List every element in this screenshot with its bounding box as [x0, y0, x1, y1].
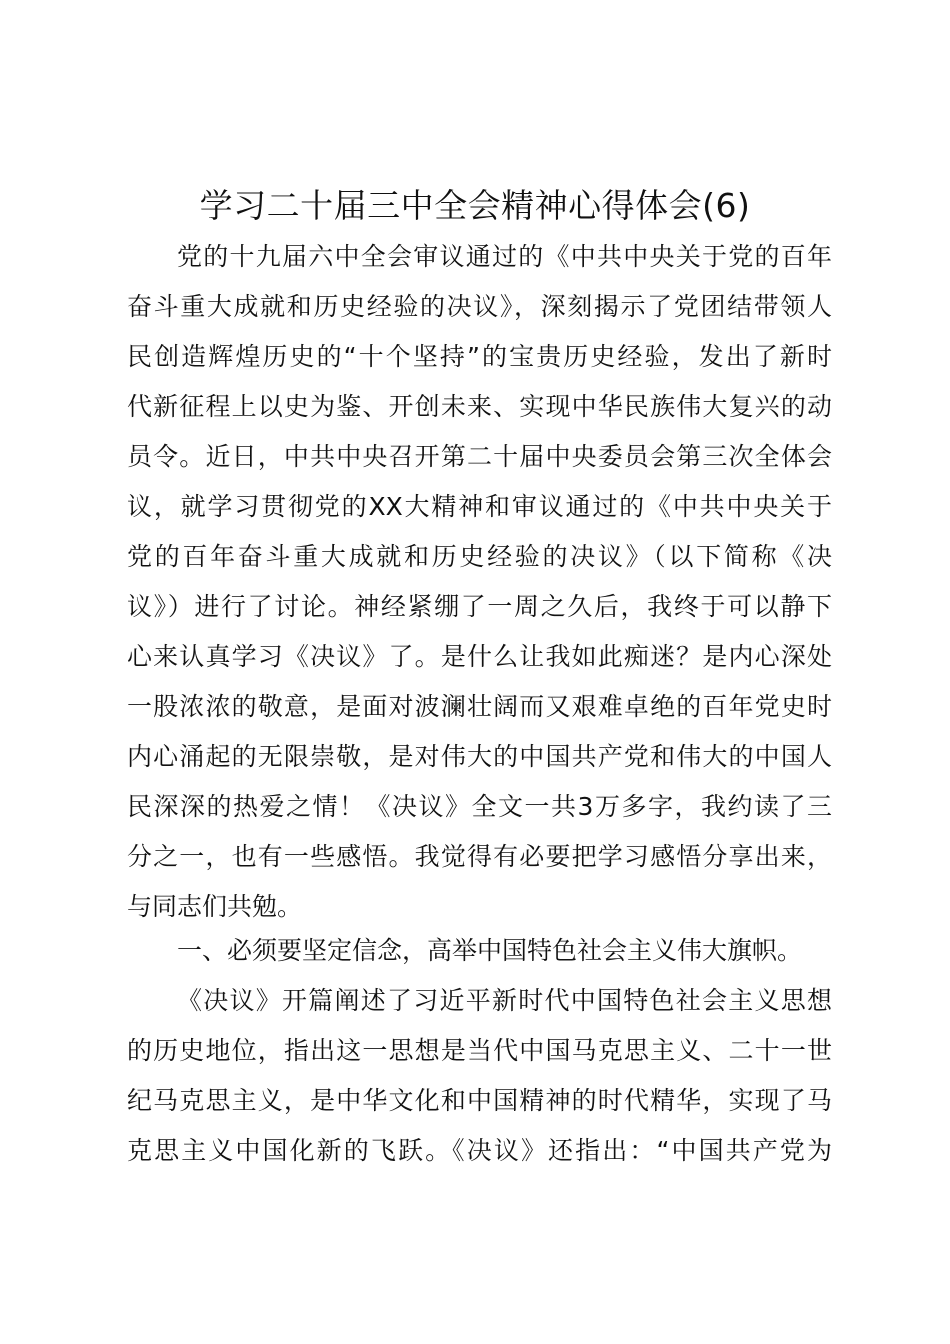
- paragraph-line: 员令。近日，中共中央召开第二十届中央委员会第三次全体会: [127, 442, 832, 471]
- paragraph-line: 代新征程上以史为鉴、开创未来、实现中华民族伟大复兴的动: [127, 392, 832, 421]
- paragraph-line: 《决议》开篇阐述了习近平新时代中国特色社会主义思想: [177, 986, 832, 1015]
- paragraph-line: 纪马克思主义，是中华文化和中国精神的时代精华，实现了马: [127, 1086, 832, 1115]
- paragraph-line: 分之一，也有一些感悟。我觉得有必要把学习感悟分享出来，: [127, 842, 832, 871]
- paragraph-line: 心来认真学习《决议》了。是什么让我如此痴迷？是内心深处: [127, 642, 832, 671]
- paragraph-line: 民深深的热爱之情！《决议》全文一共3万多字，我约读了三: [127, 792, 832, 821]
- paragraph-line: 一股浓浓的敬意，是面对波澜壮阔而又艰难卓绝的百年党史时: [127, 692, 832, 721]
- document-title: 学习二十届三中全会精神心得体会(6): [199, 186, 751, 225]
- section-heading: 一、必须要坚定信念，高举中国特色社会主义伟大旗帜。: [177, 936, 803, 965]
- paragraph-line: 议》）进行了讨论。神经紧绷了一周之久后，我终于可以静下: [127, 592, 832, 621]
- paragraph-line: 党的十九届六中全会审议通过的《中共中央关于党的百年: [177, 242, 832, 271]
- paragraph-line: 议，就学习贯彻党的XX大精神和审议通过的《中共中央关于: [127, 492, 832, 521]
- paragraph-resolution: [127, 976, 832, 1176]
- paragraph-line: 民创造辉煌历史的“十个坚持”的宝贵历史经验，发出了新时: [127, 342, 832, 371]
- paragraph-line: 党的百年奋斗重大成就和历史经验的决议》（以下简称《决: [127, 542, 832, 571]
- paragraph-intro: [127, 232, 832, 932]
- paragraph-line: 内心涌起的无限崇敬，是对伟大的中国共产党和伟大的中国人: [127, 742, 832, 771]
- paragraph-line: 奋斗重大成就和历史经验的决议》，深刻揭示了党团结带领人: [127, 292, 832, 321]
- paragraph-line: 的历史地位，指出这一思想是当代中国马克思主义、二十一世: [127, 1036, 832, 1065]
- paragraph-line: 与同志们共勉。: [127, 892, 303, 921]
- paragraph-line: 克思主义中国化新的飞跃。《决议》还指出：“中国共产党为: [127, 1136, 832, 1165]
